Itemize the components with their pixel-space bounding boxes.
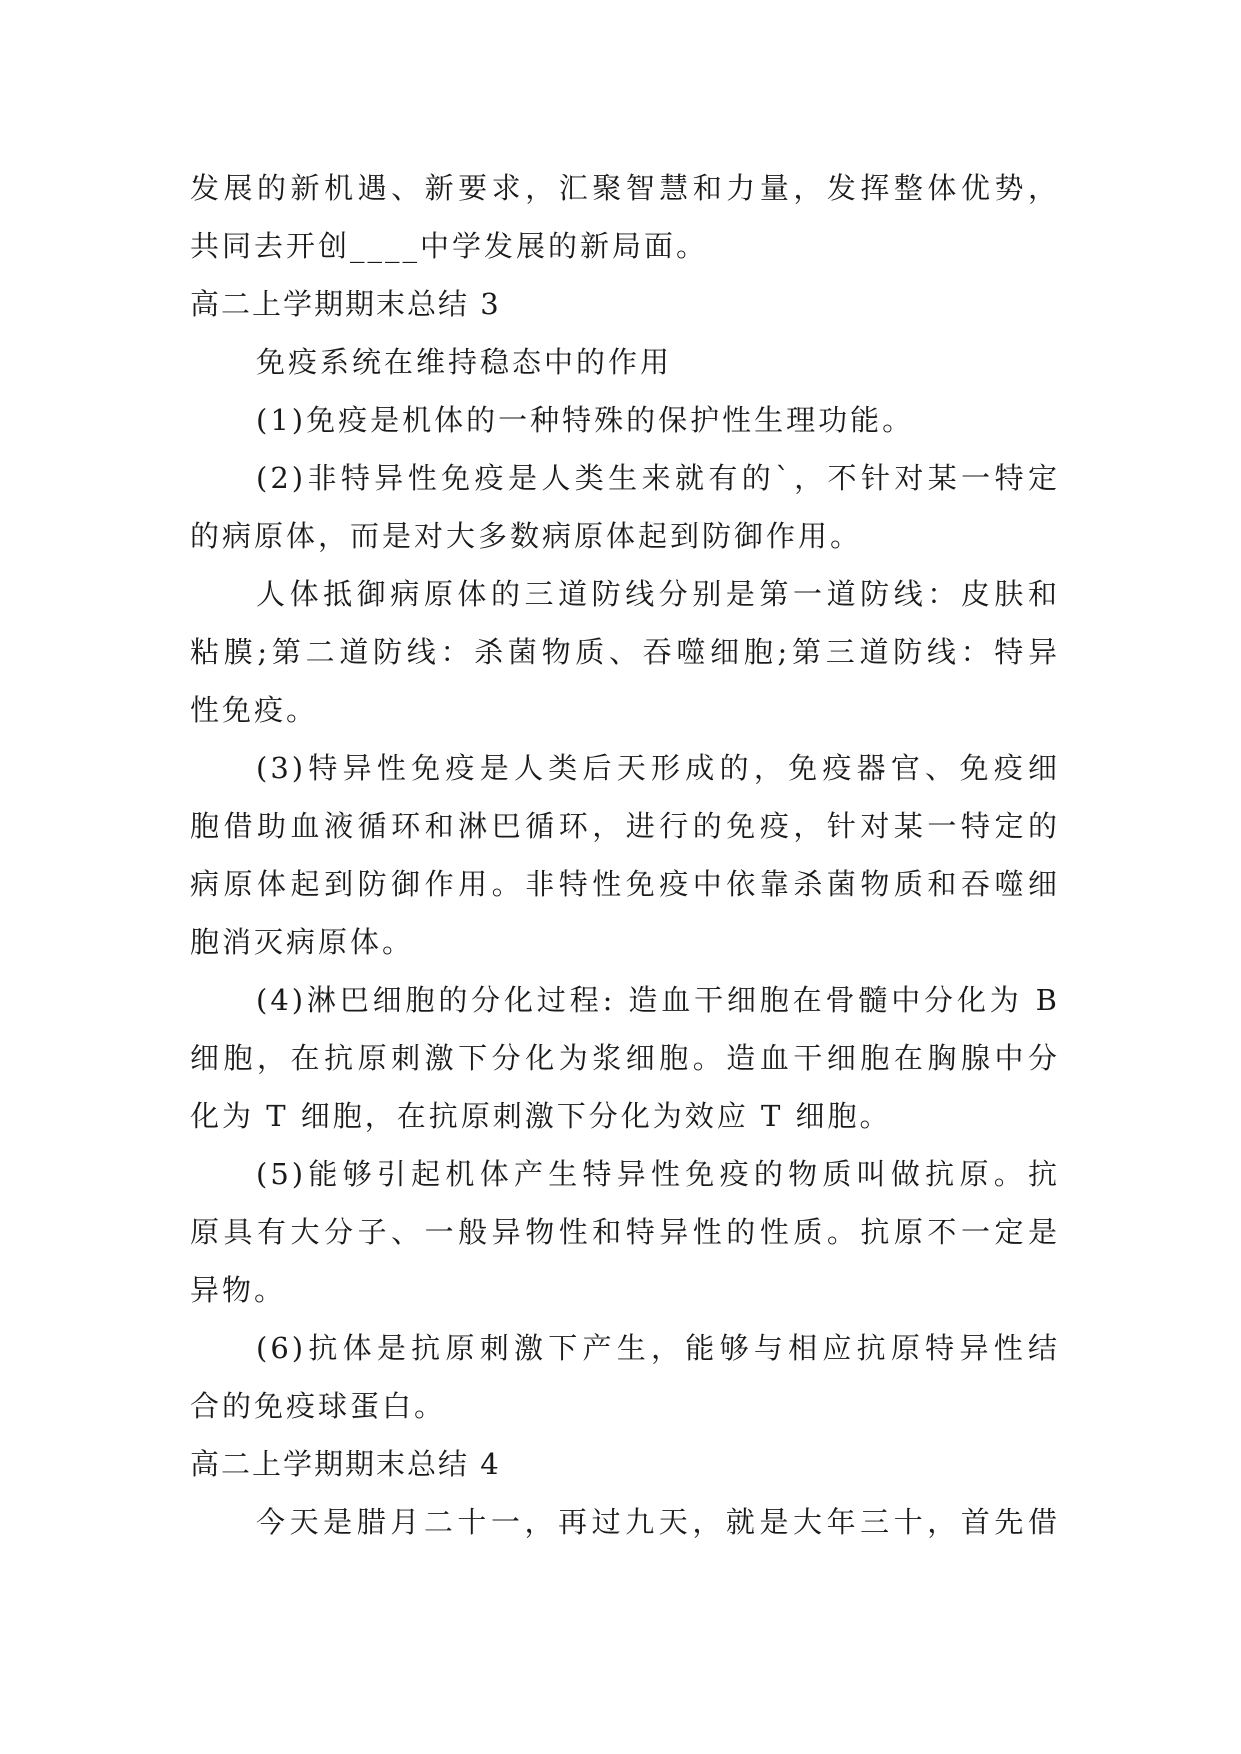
paragraph-line: 人体抵御病原体的三道防线分别是第一道防线：皮肤和 [256,577,1060,611]
section-heading-3: 高二上学期期末总结 3 [190,287,501,321]
paragraph-line: 异物。 [190,1273,287,1307]
paragraph-line: (6)抗体是抗原刺激下产生，能够与相应抗原特异性结 [256,1331,1060,1365]
paragraph-line: 胞借助血液循环和淋巴循环，进行的免疫，针对某一特定的 [190,809,1060,843]
subsection-title: 免疫系统在维持稳态中的作用 [256,345,673,379]
paragraph-line: 的病原体，而是对大多数病原体起到防御作用。 [190,519,863,553]
paragraph-line: (4)淋巴细胞的分化过程: 造血干细胞在骨髓中分化为 B [256,983,1060,1017]
paragraph-line: 共同去开创____中学发展的新局面。 [190,229,709,263]
paragraph-line: (1)免疫是机体的一种特殊的保护性生理功能。 [256,403,915,437]
paragraph-line: 化为 T 细胞，在抗原刺激下分化为效应 T 细胞。 [190,1099,892,1133]
paragraph-line: 细胞，在抗原刺激下分化为浆细胞。造血干细胞在胸腺中分 [190,1041,1060,1075]
paragraph-line: (5)能够引起机体产生特异性免疫的物质叫做抗原。抗 [256,1157,1060,1191]
paragraph-line: 病原体起到防御作用。非特性免疫中依靠杀菌物质和吞噬细 [190,867,1060,901]
paragraph-line: (2)非特异性免疫是人类生来就有的`，不针对某一特定 [256,461,1060,495]
paragraph-line: 胞消灭病原体。 [190,925,415,959]
section-heading-4: 高二上学期期末总结 4 [190,1447,501,1481]
paragraph-line: 合的免疫球蛋白。 [190,1389,447,1423]
paragraph-line: 原具有大分子、一般异物性和特异性的性质。抗原不一定是 [190,1215,1060,1249]
paragraph-line: (3)特异性免疫是人类后天形成的，免疫器官、免疫细 [256,751,1060,785]
paragraph-line: 粘膜;第二道防线：杀菌物质、吞噬细胞;第三道防线：特异 [190,635,1060,669]
paragraph-line: 今天是腊月二十一，再过九天，就是大年三十，首先借 [256,1505,1060,1539]
paragraph-line: 发展的新机遇、新要求，汇聚智慧和力量，发挥整体优势， [190,171,1060,205]
paragraph-line: 性免疫。 [190,693,319,727]
